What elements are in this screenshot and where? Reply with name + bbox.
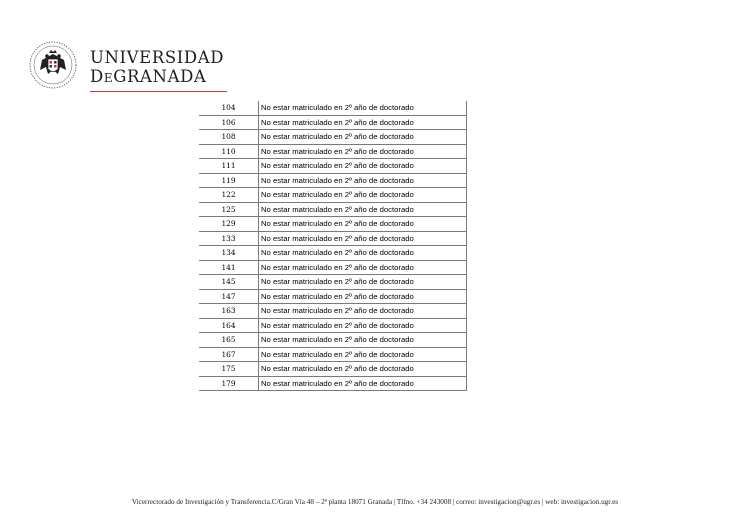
table-row <box>199 173 467 188</box>
codes-table-body <box>199 101 467 391</box>
row-reason: No estar matriculado en 2º año de doctorado <box>259 275 467 290</box>
row-code: 141 <box>199 260 259 275</box>
table-row <box>199 188 467 203</box>
table-row <box>199 362 467 377</box>
row-code: 145 <box>199 275 259 290</box>
table-row <box>199 318 467 333</box>
table-row <box>199 144 467 159</box>
table-row <box>199 115 467 130</box>
row-code: 104 <box>199 101 259 115</box>
row-reason: No estar matriculado en 2º año de doctorado <box>259 202 467 217</box>
table-row <box>199 304 467 319</box>
table-row <box>199 275 467 290</box>
table-row <box>199 347 467 362</box>
row-reason: No estar matriculado en 2º año de doctorado <box>259 333 467 348</box>
row-reason: No estar matriculado en 2º año de doctorado <box>259 347 467 362</box>
row-code: 167 <box>199 347 259 362</box>
row-code: 125 <box>199 202 259 217</box>
row-code: 163 <box>199 304 259 319</box>
row-code: 133 <box>199 231 259 246</box>
header-divider <box>90 91 227 92</box>
codes-table-container <box>199 101 467 391</box>
table-row <box>199 289 467 304</box>
table-row <box>199 260 467 275</box>
row-reason: No estar matriculado en 2º año de doctorado <box>259 304 467 319</box>
row-reason: No estar matriculado en 2º año de doctorado <box>259 289 467 304</box>
row-code: 147 <box>199 289 259 304</box>
codes-table <box>199 101 467 391</box>
university-header <box>28 40 225 96</box>
row-code: 119 <box>199 173 259 188</box>
table-row <box>199 231 467 246</box>
row-reason: No estar matriculado en 2º año de doctorado <box>259 144 467 159</box>
table-row <box>199 376 467 391</box>
table-row <box>199 159 467 174</box>
row-reason: No estar matriculado en 2º año de doctorado <box>259 231 467 246</box>
page-footer: Vicerrectorado de Investigación y Transferencia.C/Gran Vía 48 – 2ª planta 18071 Granada | Tlfno. +34 243008 | correo: investigacion@ugr.es | web: investigacion.ugr.es <box>131 498 619 506</box>
table-row <box>199 130 467 145</box>
university-name-line2-prefix: D <box>90 66 104 86</box>
row-reason: No estar matriculado en 2º año de doctorado <box>259 188 467 203</box>
row-reason: No estar matriculado en 2º año de doctorado <box>259 217 467 232</box>
university-name-line2-small: E <box>103 70 114 85</box>
row-reason: No estar matriculado en 2º año de doctorado <box>259 130 467 145</box>
row-reason: No estar matriculado en 2º año de doctorado <box>259 376 467 391</box>
table-row <box>199 202 467 217</box>
row-code: 111 <box>199 159 259 174</box>
row-reason: No estar matriculado en 2º año de doctorado <box>259 115 467 130</box>
row-code: 108 <box>199 130 259 145</box>
row-code: 134 <box>199 246 259 261</box>
row-code: 175 <box>199 362 259 377</box>
row-reason: No estar matriculado en 2º año de doctorado <box>259 101 467 115</box>
row-code: 165 <box>199 333 259 348</box>
row-code: 106 <box>199 115 259 130</box>
table-row <box>199 333 467 348</box>
table-row <box>199 101 467 115</box>
table-row <box>199 217 467 232</box>
university-name-line2-rest: GRANADA <box>113 66 207 86</box>
row-code: 129 <box>199 217 259 232</box>
row-reason: No estar matriculado en 2º año de doctorado <box>259 362 467 377</box>
row-reason: No estar matriculado en 2º año de doctorado <box>259 159 467 174</box>
university-crest-icon <box>28 40 78 90</box>
table-row <box>199 246 467 261</box>
row-reason: No estar matriculado en 2º año de doctorado <box>259 173 467 188</box>
row-reason: No estar matriculado en 2º año de doctorado <box>259 260 467 275</box>
university-name <box>90 50 224 85</box>
university-name-line1: UNIVERSIDAD <box>90 48 225 67</box>
row-reason: No estar matriculado en 2º año de doctorado <box>259 318 467 333</box>
university-name-line2 <box>90 66 224 86</box>
row-code: 110 <box>199 144 259 159</box>
row-reason: No estar matriculado en 2º año de doctorado <box>259 246 467 261</box>
row-code: 122 <box>199 188 259 203</box>
row-code: 179 <box>199 376 259 391</box>
row-code: 164 <box>199 318 259 333</box>
